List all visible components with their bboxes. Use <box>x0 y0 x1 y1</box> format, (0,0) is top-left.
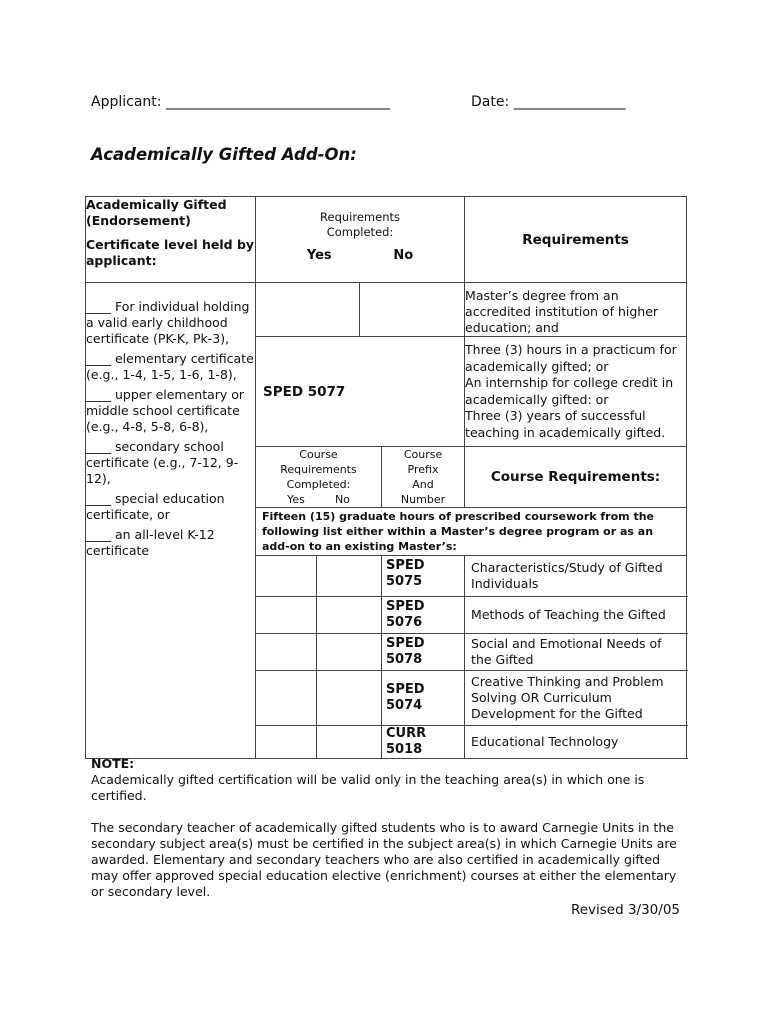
endorsement-header: Academically Gifted (Endorsement) <box>86 197 227 228</box>
course-no-checkbox[interactable] <box>317 597 382 634</box>
course-title: Creative Thinking and Problem Solving OR Curriculum Development for the Gifted <box>465 671 687 726</box>
form-title: Academically Gifted Add-On: <box>91 145 357 164</box>
course-code: SPED 5078 <box>382 634 465 671</box>
course-completed-header: Course Requirements Completed: Yes No <box>256 447 382 508</box>
course-no-checkbox[interactable] <box>317 556 382 597</box>
certificate-option[interactable]: ____ secondary school certificate (e.g., 7-12, 9-12), <box>86 439 239 486</box>
course-yes-checkbox[interactable] <box>256 597 317 634</box>
course-code: SPED 5076 <box>382 597 465 634</box>
certificate-option[interactable]: ____ elementary certificate (e.g., 1-4, 1-5, 1-6, 1-8), <box>86 351 254 382</box>
date-field[interactable]: Date: ________________ <box>471 94 626 110</box>
course-no-checkbox[interactable] <box>317 726 382 759</box>
course-prefix-header: Course Prefix And Number <box>382 447 465 508</box>
course-code: SPED 5075 <box>382 556 465 597</box>
course-title: Social and Emotional Needs of the Gifted <box>465 634 687 671</box>
fifteen-hours-note: Fifteen (15) graduate hours of prescribed coursework from the following list either within a Master’s degree program or as an add-on to an existing Master’s: <box>256 508 687 556</box>
note-section <box>91 756 691 900</box>
requirements-header: Requirements <box>465 197 687 283</box>
certificate-option[interactable]: ____ For individual holding a valid early childhood certificate (PK-K, Pk-3), <box>86 299 250 346</box>
requirements-table <box>85 196 687 759</box>
no-header: No <box>393 248 414 263</box>
certificate-level-cell <box>86 283 256 759</box>
requirements-completed-header: Requirements Completed: Yes No <box>256 197 465 283</box>
note-paragraph-2: The secondary teacher of academically gifted students who is to award Carnegie Units in the secondary subject area(s) must be certified in the subject area(s) in which Carnegie Units are awarded. Elementary and secondary teachers who are also certified in academically gifted may offer approved special education elective (enrichment) courses at either the elementary or secondary level. <box>91 820 677 899</box>
masters-yes-checkbox[interactable] <box>256 283 360 337</box>
masters-requirement: Master’s degree from an accredited institution of higher education; and <box>465 283 687 337</box>
course-title: Educational Technology <box>465 726 687 759</box>
course-no-checkbox[interactable] <box>317 671 382 726</box>
course-code: SPED 5074 <box>382 671 465 726</box>
course-code: CURR 5018 <box>382 726 465 759</box>
course-title: Methods of Teaching the Gifted <box>465 597 687 634</box>
note-paragraph-1: Academically gifted certification will be valid only in the teaching area(s) in which one is certified. <box>91 772 645 803</box>
certificate-option[interactable]: ____ an all-level K-12 certificate <box>86 527 215 558</box>
certificate-option[interactable]: ____ special education certificate, or <box>86 491 225 522</box>
certificate-level-header: Certificate level held by applicant: <box>86 237 255 268</box>
yes-header: Yes <box>306 248 332 263</box>
certificate-option[interactable]: ____ upper elementary or middle school certificate (e.g., 4-8, 5-8, 6-8), <box>86 387 245 434</box>
note-label: NOTE: <box>91 756 135 771</box>
practicum-requirement: Three (3) hours in a practicum for academically gifted; or An internship for college credit in academically gifted: or Three (3) years of successful teaching in academically gifted. <box>465 337 687 447</box>
applicant-field[interactable]: Applicant: ________________________________ <box>91 94 390 110</box>
course-title: Characteristics/Study of Gifted Individuals <box>465 556 687 597</box>
course-yes-checkbox[interactable] <box>256 556 317 597</box>
course-yes-checkbox[interactable] <box>256 634 317 671</box>
course-no-checkbox[interactable] <box>317 634 382 671</box>
certificate-list <box>86 299 255 559</box>
revised-date: Revised 3/30/05 <box>570 902 680 918</box>
course-yes-checkbox[interactable] <box>256 671 317 726</box>
endorsement-header-cell <box>86 197 256 283</box>
sped-5077-label: SPED 5077 <box>256 337 465 447</box>
course-requirements-header: Course Requirements: <box>465 447 687 508</box>
course-yes-checkbox[interactable] <box>256 726 317 759</box>
masters-no-checkbox[interactable] <box>360 283 465 337</box>
